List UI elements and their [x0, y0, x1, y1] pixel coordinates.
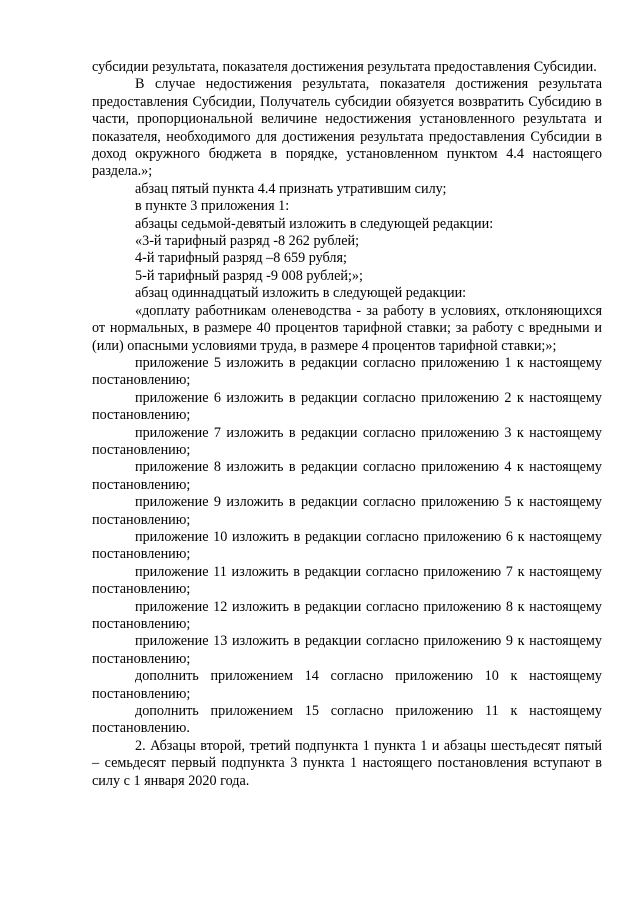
tariff-line: 5-й тарифный разряд -9 008 рублей;»; [135, 267, 363, 284]
paragraph-item: абзац пятый пункта 4.4 признать утратившим силу; [135, 180, 447, 197]
paragraph-item: абзацы седьмой-девятый изложить в следующей редакции: [135, 215, 494, 232]
paragraph-refund-condition: В случае недостижения результата, показателя достижения результата предоставления Субсидии, Получатель субсидии обязуется возвратить Субсидию в части, пропорциональной величине недостижения установленного результата и показателя, необходимого для достижения результата предоставления Субсидии в доход окружного бюджета в порядке, установленном пунктом 4.4 настоящего раздела.»; [92, 76, 602, 180]
appendix-item: приложение 5 изложить в редакции согласно приложению 1 к настоящему постановлению; [92, 354, 602, 389]
appendix-item: приложение 7 изложить в редакции согласно приложению 3 к настоящему постановлению; [92, 424, 602, 458]
appendix-item: дополнить приложением 15 согласно приложению 11 к настоящему постановлению. [92, 703, 602, 737]
paragraph-surcharge: «доплату работникам оленеводства - за работу в условиях, отклоняющихся от нормальных, в размере 40 процентов тарифной ставки; за работу с вредными и (или) опасными условиями труда, в размере 4 процентов тарифной ставки;»; [92, 302, 602, 354]
tariff-line: 4-й тарифный разряд –8 659 рубля; [135, 250, 347, 267]
paragraph-item: абзац одиннадцатый изложить в следующей редакции: [135, 285, 467, 302]
appendix-item: дополнить приложением 14 согласно приложению 10 к настоящему постановлению; [92, 668, 602, 702]
document-body [92, 59, 602, 790]
appendix-item: приложение 9 изложить в редакции согласно приложению 5 к настоящему постановлению; [92, 494, 602, 528]
paragraph-effective-date: 2. Абзацы второй, третий подпункта 1 пункта 1 и абзацы шестьдесят пятый – семьдесят первый подпункта 3 пункта 1 настоящего постановления вступают в силу с 1 января 2020 года. [92, 737, 602, 789]
paragraph-item: в пункте 3 приложения 1: [135, 198, 290, 215]
appendix-item: приложение 13 изложить в редакции согласно приложению 9 к настоящему постановлению; [92, 633, 602, 667]
appendix-item: приложение 12 изложить в редакции согласно приложению 8 к настоящему постановлению; [92, 598, 602, 632]
paragraph-continuation: субсидии результата, показателя достижения результата предоставления Субсидии. [92, 59, 597, 75]
appendix-item: приложение 6 изложить в редакции согласно приложению 2 к настоящему постановлению; [92, 389, 602, 424]
appendix-item: приложение 10 изложить в редакции согласно приложению 6 к настоящему постановлению; [92, 528, 602, 563]
appendix-item: приложение 11 изложить в редакции согласно приложению 7 к настоящему постановлению; [92, 563, 602, 598]
tariff-line: «3-й тарифный разряд -8 262 рублей; [135, 233, 360, 250]
appendix-item: приложение 8 изложить в редакции согласно приложению 4 к настоящему постановлению; [92, 459, 602, 493]
